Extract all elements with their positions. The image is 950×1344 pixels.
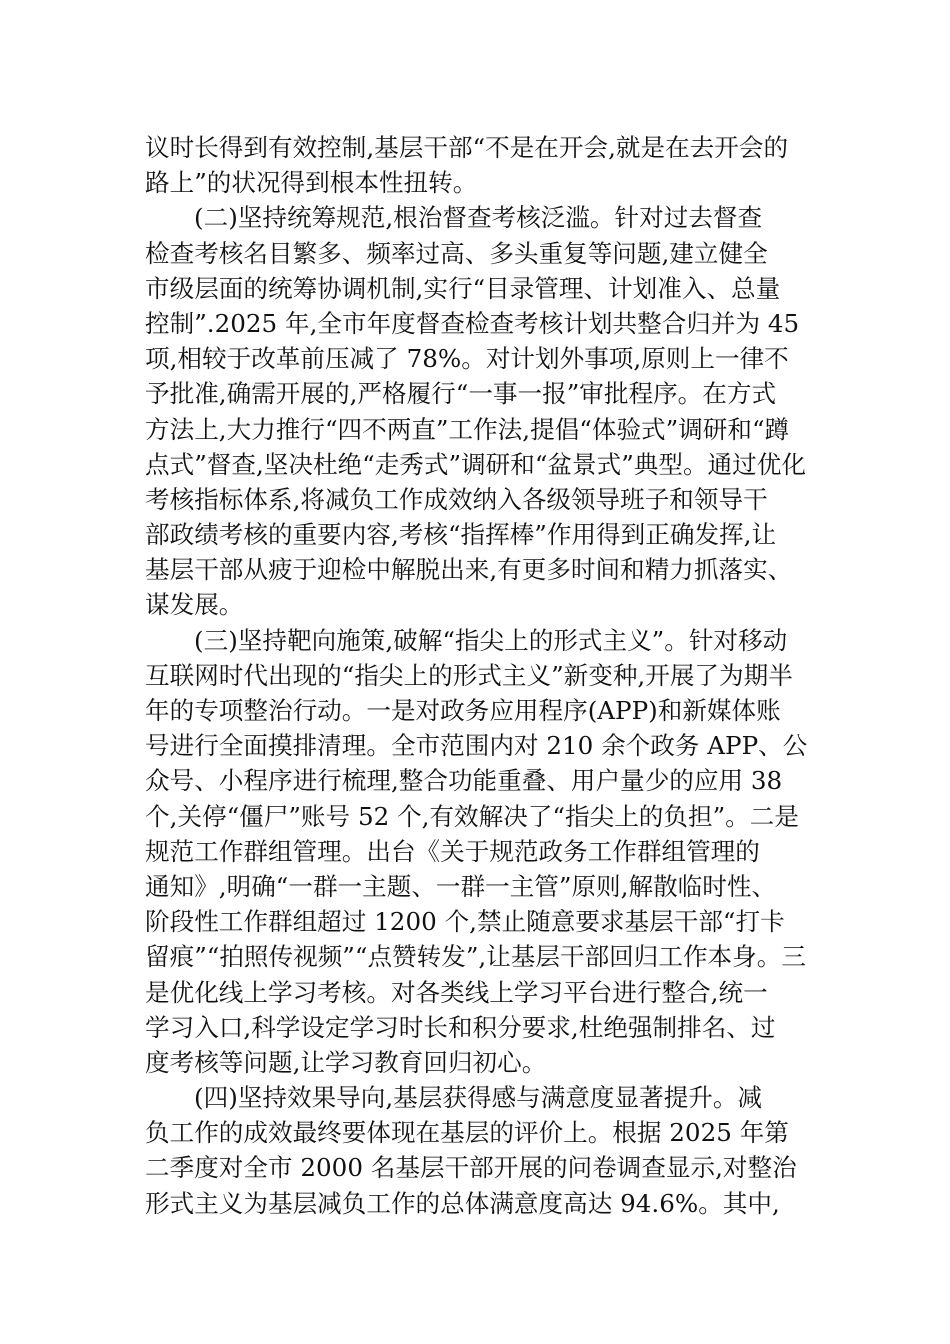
body-text xyxy=(145,130,825,1221)
text-line: 度考核等问题,让学习教育回归初心。 xyxy=(145,1047,547,1077)
text-line: 学习入口,科学设定学习时长和积分要求,杜绝强制排名、过 xyxy=(145,1012,776,1042)
text-line: 谋发展。 xyxy=(145,590,244,620)
text-line: 年的专项整治行动。一是对政务应用程序(APP)和新媒体账 xyxy=(145,696,781,725)
text-line: 通知》,明确“一群一主题、一群一主管”原则,解散临时性、 xyxy=(145,871,777,901)
text-line: 众号、小程序进行梳理,整合功能重叠、用户量少的应用 38 xyxy=(145,766,783,796)
text-line: 形式主义为基层减负工作的总体满意度高达 94.6%。其中, xyxy=(145,1188,780,1218)
text-line: 是优化线上学习考核。对各类线上学习平台进行整合,统一 xyxy=(145,977,768,1007)
text-line: 留痕”“拍照传视频”“点赞转发”,让基层干部回归工作本身。三 xyxy=(145,942,806,972)
text-line: 予批准,确需开展的,严格履行“一事一报”审批程序。在方式 xyxy=(145,379,777,409)
text-line: 控制”.2025 年,全市年度督查检查考核计划共整合归并为 45 xyxy=(145,308,800,338)
text-line: 考核指标体系,将减负工作成效纳入各级领导班子和领导干 xyxy=(145,484,768,514)
section-heading-2: (二)坚持统筹规范,根治督查考核泛滥。针对过去督查 xyxy=(194,203,763,233)
text-line: 议时长得到有效控制,基层干部“不是在开会,就是在去开会的 xyxy=(145,133,789,162)
text-line: 点式”督查,坚决杜绝“走秀式”调研和“盆景式”典型。通过优化 xyxy=(145,449,806,479)
text-line: 二季度对全市 2000 名基层干部开展的问卷调查显示,对整治 xyxy=(145,1153,797,1183)
text-line: 规范工作群组管理。出台《关于规范政务工作群组管理的 xyxy=(145,836,760,866)
text-line: 负工作的成效最终要体现在基层的评价上。根据 2025 年第 xyxy=(145,1118,789,1148)
section-heading-4: (四)坚持效果导向,基层获得感与满意度显著提升。减 xyxy=(194,1083,763,1113)
text-line: 市级层面的统筹协调机制,实行“目录管理、计划准入、总量 xyxy=(145,273,781,303)
text-line: 路上”的状况得到根本性扭转。 xyxy=(145,168,478,198)
text-line: 方法上,大力推行“四不两直”工作法,提倡“体验式”调研和“蹲 xyxy=(145,414,790,444)
text-line: 号进行全面摸排清理。全市范围内对 210 余个政务 APP、公 xyxy=(145,731,808,761)
text-line: 互联网时代出现的“指尖上的形式主义”新变种,开展了为期半 xyxy=(145,660,793,690)
text-line: 部政绩考核的重要内容,考核“指挥棒”作用得到正确发挥,让 xyxy=(145,520,777,550)
text-line: 个,关停“僵尸”账号 52 个,有效解决了“指尖上的负担”。二是 xyxy=(145,801,799,831)
text-line: 基层干部从疲于迎检中解脱出来,有更多时间和精力抓落实、 xyxy=(145,555,793,585)
section-heading-3: (三)坚持靶向施策,破解“指尖上的形式主义”。针对移动 xyxy=(194,625,788,655)
text-line: 项,相较于改革前压减了 78%。对计划外事项,原则上一律不 xyxy=(145,344,789,374)
text-line: 阶段性工作群组超过 1200 个,禁止随意要求基层干部“打卡 xyxy=(145,907,785,937)
text-line: 检查考核名目繁多、频率过高、多头重复等问题,建立健全 xyxy=(145,238,768,268)
